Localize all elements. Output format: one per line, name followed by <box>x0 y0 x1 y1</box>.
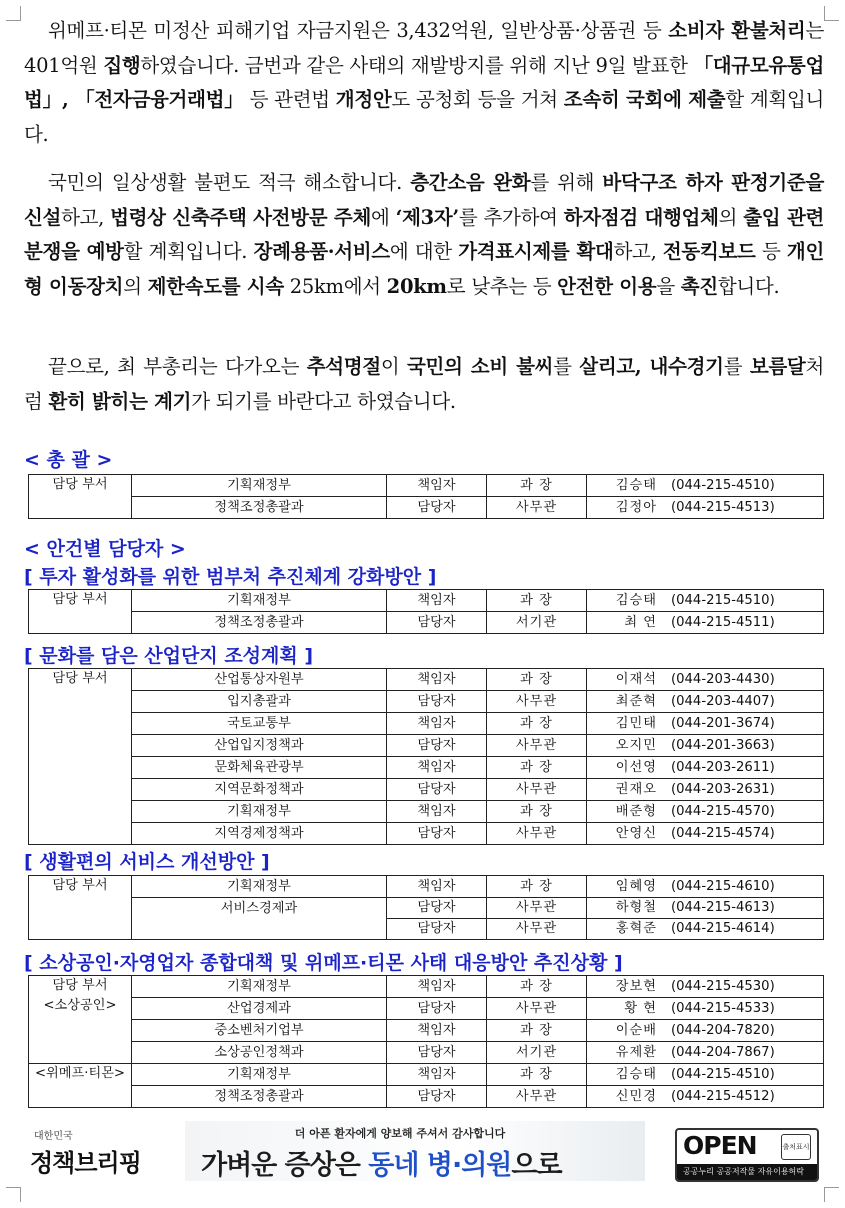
body-text: 를 <box>723 355 750 378</box>
position-cell: 과 장 <box>487 590 587 612</box>
contact-cell <box>587 1064 824 1086</box>
emphasis-text: 촉진 <box>680 274 718 298</box>
body-text: 할 계획입니다. <box>24 88 825 146</box>
logo-country-text: 대한민국 <box>34 1131 73 1142</box>
table-row <box>29 691 824 713</box>
role-cell: 책임자 <box>387 1064 487 1086</box>
contact-cell <box>587 735 824 757</box>
body-text: 는 401억원 <box>24 19 825 77</box>
dept-label: 담당 부서 <box>52 878 108 893</box>
table-row <box>29 757 824 779</box>
contact-phone[interactable]: (044-203-4430) <box>671 671 775 687</box>
position-cell: 사무관 <box>487 898 587 919</box>
emphasis-text: 살리고, 내수경기 <box>579 355 724 378</box>
contact-cell <box>587 823 824 845</box>
table-row <box>29 713 824 735</box>
table-row <box>29 823 824 845</box>
banner-headline-part-c: 으로 <box>511 1150 562 1181</box>
contact-phone[interactable]: (044-215-4614) <box>671 921 775 936</box>
body-text: 등 <box>755 240 787 264</box>
body-text: 이 <box>380 355 408 378</box>
emphasis-text: 출입 관련 분쟁을 예방 <box>24 205 825 264</box>
dept-label: 담당 부서 <box>52 477 108 492</box>
contact-phone[interactable]: (044-201-3663) <box>671 737 775 753</box>
contact-phone[interactable]: (044-215-4513) <box>671 499 775 515</box>
kogl-open-license-badge[interactable] <box>675 1128 819 1182</box>
contact-name: 김민태 <box>615 715 657 731</box>
position-cell: 서기관 <box>487 1042 587 1064</box>
org-cell: 기획재정부 <box>132 1064 387 1086</box>
org-cell: 지역문화정책과 <box>132 779 387 801</box>
dept-label: 담당 부서 <box>52 978 108 993</box>
body-text: 를 위해 <box>530 171 603 194</box>
emphasis-text: 환히 밝히는 계기 <box>48 389 192 413</box>
clinic-campaign-banner[interactable] <box>185 1121 645 1181</box>
table-row <box>29 779 824 801</box>
dept-cell <box>29 669 132 845</box>
table-row <box>29 497 824 519</box>
industrial-complex-section-title: [ 문화를 담은 산업단지 조성계획 ] <box>24 645 314 667</box>
org-cell: 기획재정부 <box>132 475 387 497</box>
role-cell: 담당자 <box>387 998 487 1020</box>
body-text: 처럼 <box>24 355 825 413</box>
body-text: 에 대한 <box>389 240 459 264</box>
position-cell: 과 장 <box>487 1020 587 1042</box>
table-row <box>29 876 824 898</box>
table-row <box>29 801 824 823</box>
emphasis-text: 제한속도를 시속 <box>147 274 284 298</box>
position-cell: 사무관 <box>487 823 587 845</box>
position-cell: 사무관 <box>487 919 587 940</box>
contact-phone[interactable]: (044-215-4510) <box>671 477 775 493</box>
contact-phone[interactable]: (044-215-4530) <box>671 978 775 994</box>
contact-cell <box>587 998 824 1020</box>
contact-cell <box>587 898 824 919</box>
table-row <box>29 612 824 634</box>
body-text: 하였습니다. 금번과 같은 사태의 재발방지를 위해 지난 9일 발표한 <box>140 53 694 77</box>
dept-cell <box>29 976 132 1064</box>
small-business-section-title: [ 소상공인·자영업자 종합대책 및 위메프·티몬 사태 대응방안 추진상황 ] <box>24 952 623 974</box>
emphasis-text: 개정안 <box>335 88 392 112</box>
position-cell: 과 장 <box>487 976 587 998</box>
paragraph-daily-life <box>24 166 824 304</box>
contact-cell <box>587 779 824 801</box>
overview-contact-table <box>28 474 824 519</box>
org-cell: 중소벤처기업부 <box>132 1020 387 1042</box>
policy-briefing-logo[interactable] <box>28 1125 148 1180</box>
role-cell: 담당자 <box>387 691 487 713</box>
emphasis-text: 장례용품·서비스 <box>253 240 390 264</box>
contact-phone[interactable]: (044-215-4613) <box>671 900 775 915</box>
org-cell: 국토교통부 <box>132 713 387 735</box>
position-cell: 과 장 <box>487 669 587 691</box>
contact-name: 황 현 <box>624 1000 657 1016</box>
contact-phone[interactable]: (044-215-4570) <box>671 803 775 819</box>
role-cell: 담당자 <box>387 612 487 634</box>
emphasis-text: 개인형 이동장치 <box>24 240 824 298</box>
table-row <box>29 1086 824 1108</box>
emphasis-text: 보름달 <box>749 355 806 378</box>
table-row <box>29 1020 824 1042</box>
contact-phone[interactable]: (044-204-7820) <box>671 1022 775 1038</box>
contact-phone[interactable]: (044-215-4574) <box>671 825 775 841</box>
body-text: 에 <box>371 205 396 229</box>
position-cell: 사무관 <box>487 779 587 801</box>
position-cell: 사무관 <box>487 735 587 757</box>
org-cell: 기획재정부 <box>132 876 387 898</box>
role-cell: 담당자 <box>387 898 487 919</box>
body-text: 하고, <box>613 240 663 264</box>
body-text: 로 낮추는 등 <box>446 274 558 298</box>
body-text: 국민의 일상생활 불편도 적극 해소합니다. <box>48 171 411 194</box>
paragraph-closing <box>24 350 824 419</box>
table-row <box>29 475 824 497</box>
org-cell: 산업경제과 <box>132 998 387 1020</box>
body-text: 를 <box>553 355 580 378</box>
contact-name: 이순배 <box>615 1022 657 1038</box>
contact-cell <box>587 976 824 998</box>
table-row <box>29 590 824 612</box>
emphasis-text: 국민의 소비 불씨 <box>407 355 554 378</box>
role-cell: 책임자 <box>387 1020 487 1042</box>
role-cell: 책임자 <box>387 475 487 497</box>
org-cell: 정책조정총괄과 <box>132 1086 387 1108</box>
table-row <box>29 898 824 919</box>
contact-cell <box>587 713 824 735</box>
contact-name: 이재석 <box>615 671 657 687</box>
contact-cell <box>587 1042 824 1064</box>
contact-name: 유제환 <box>615 1044 657 1060</box>
body-text: 도 공청회 등을 거쳐 <box>391 88 564 112</box>
contact-phone[interactable]: (044-201-3674) <box>671 715 775 731</box>
contact-name: 배준형 <box>615 803 657 819</box>
body-text: 을 <box>656 274 681 298</box>
contact-phone[interactable]: (044-203-2631) <box>671 781 775 797</box>
org-cell: 기획재정부 <box>132 801 387 823</box>
contact-name: 안영신 <box>615 825 657 841</box>
service-section-title: [ 생활편의 서비스 개선방안 ] <box>24 851 270 873</box>
contact-name: 최 연 <box>624 614 657 630</box>
contact-name: 임혜영 <box>615 878 657 894</box>
contact-name: 권재오 <box>615 781 657 797</box>
contact-cell <box>587 1086 824 1108</box>
contact-cell <box>587 475 824 497</box>
org-cell: 서비스경제과 <box>132 898 387 940</box>
by-item-heading: < 안건별 담당자 > <box>24 538 186 560</box>
position-cell: 사무관 <box>487 998 587 1020</box>
emphasis-text: 소비자 환불처리 <box>668 19 806 42</box>
position-cell: 과 장 <box>487 713 587 735</box>
table-row <box>29 1064 824 1086</box>
crop-mark-bottom-right <box>824 1187 839 1202</box>
contact-name: 홍혁준 <box>615 921 657 936</box>
attribution-person-icon: 출처표시 <box>781 1134 811 1160</box>
emphasis-text: 추석명절 <box>306 355 381 378</box>
emphasis-text: 법령상 신축주택 사전방문 주체 <box>110 205 371 229</box>
org-cell: 산업통상자원부 <box>132 669 387 691</box>
contact-cell <box>587 669 824 691</box>
role-cell: 책임자 <box>387 590 487 612</box>
role-cell: 담당자 <box>387 1042 487 1064</box>
contact-cell <box>587 757 824 779</box>
investment-section-title: [ 투자 활성화를 위한 범부처 추진체계 강화방안 ] <box>24 566 437 588</box>
investment-contact-table <box>28 589 824 634</box>
dept-cell <box>29 475 132 519</box>
position-cell: 사무관 <box>487 1086 587 1108</box>
position-cell: 과 장 <box>487 475 587 497</box>
emphasis-text: 「대규모유통업법」, 「전자금융거래법」 <box>24 53 824 112</box>
crop-mark-top-left <box>6 6 21 21</box>
position-cell: 과 장 <box>487 757 587 779</box>
contact-cell <box>587 497 824 519</box>
org-cell: 정책조정총괄과 <box>132 497 387 519</box>
role-cell: 책임자 <box>387 713 487 735</box>
role-cell: 책임자 <box>387 801 487 823</box>
body-text: 25km에서 <box>283 274 387 298</box>
position-cell: 사무관 <box>487 497 587 519</box>
contact-phone[interactable]: (044-215-4510) <box>671 592 775 608</box>
emphasis-text: 층간소음 완화 <box>410 171 531 194</box>
body-text: 하고, <box>61 205 111 229</box>
contact-phone[interactable]: (044-215-4610) <box>671 878 775 894</box>
table-row <box>29 1042 824 1064</box>
contact-phone[interactable]: (044-203-4407) <box>671 693 775 709</box>
contact-name: 최준혁 <box>615 693 657 709</box>
role-cell: 담당자 <box>387 919 487 940</box>
body-text: 가 되기를 바란다고 하였습니다. <box>191 389 456 413</box>
dept-cell <box>29 1064 132 1108</box>
contact-name: 김승태 <box>615 1066 657 1082</box>
banner-subtitle: 더 아픈 환자에게 양보해 주셔서 감사합니다 <box>294 1127 506 1140</box>
contact-name: 장보현 <box>615 978 657 994</box>
overview-heading: < 총 괄 > <box>24 449 113 471</box>
emphasis-text: 하자점검 대행업체 <box>563 205 719 229</box>
banner-headline-part-a: 가벼운 증상은 <box>201 1150 369 1181</box>
org-cell: 산업입지정책과 <box>132 735 387 757</box>
emphasis-text: 가격표시제를 확대 <box>458 240 614 264</box>
emphasis-text: 전동킥보드 <box>662 240 756 264</box>
role-cell: 책임자 <box>387 976 487 998</box>
table-row <box>29 976 824 998</box>
org-cell: 입지총괄과 <box>132 691 387 713</box>
position-cell: 사무관 <box>487 691 587 713</box>
emphasis-text: 20km <box>386 274 447 298</box>
body-text: 할 계획입니다. <box>123 240 254 264</box>
contact-cell <box>587 590 824 612</box>
role-cell: 담당자 <box>387 735 487 757</box>
small-business-contact-table <box>28 975 824 1108</box>
contact-phone[interactable]: (044-215-4511) <box>671 614 775 630</box>
banner-headline-highlight: 동네 병·의원 <box>368 1150 512 1181</box>
position-cell: 서기관 <box>487 612 587 634</box>
dept-label: <위메프·티몬> <box>35 1066 125 1081</box>
contact-name: 김정아 <box>615 499 657 515</box>
crop-mark-top-right <box>824 6 839 21</box>
open-license-caption: 공공누리 공공저작물 자유이용허락 <box>677 1164 817 1180</box>
emphasis-text: 조속히 국회에 제출 <box>563 88 726 112</box>
dept-label: 담당 부서 <box>52 592 108 607</box>
org-cell: 기획재정부 <box>132 976 387 998</box>
emphasis-text: 안전한 이용 <box>557 274 657 298</box>
contact-cell <box>587 919 824 940</box>
emphasis-text: ‘제3자’ <box>395 205 459 229</box>
contact-phone[interactable]: (044-203-2611) <box>671 759 775 775</box>
position-cell: 과 장 <box>487 1064 587 1086</box>
role-cell: 책임자 <box>387 669 487 691</box>
contact-name: 김승태 <box>615 592 657 608</box>
org-cell: 소상공인정책과 <box>132 1042 387 1064</box>
table-row <box>29 669 824 691</box>
position-cell: 과 장 <box>487 801 587 823</box>
role-cell: 담당자 <box>387 823 487 845</box>
emphasis-text: 바닥구조 하자 판정기준을 신설 <box>24 171 824 229</box>
contact-cell <box>587 612 824 634</box>
org-cell: 정책조정총괄과 <box>132 612 387 634</box>
body-text: 의 <box>718 205 744 229</box>
position-cell: 과 장 <box>487 876 587 898</box>
body-text: 의 <box>123 274 148 298</box>
dept-label: 담당 부서 <box>52 671 108 686</box>
org-cell: 기획재정부 <box>132 590 387 612</box>
body-text: 등 관련법 <box>243 88 336 112</box>
crop-mark-bottom-left <box>6 1187 21 1202</box>
org-cell: 문화체육관광부 <box>132 757 387 779</box>
body-text: 위메프·티몬 미정산 피해기업 자금지원은 3,432억원, 일반상품·상품권 등 <box>48 19 669 42</box>
dept-cell <box>29 876 132 940</box>
contact-phone[interactable]: (044-215-4510) <box>671 1066 775 1082</box>
industrial-complex-contact-table <box>28 668 824 845</box>
contact-cell <box>587 1020 824 1042</box>
contact-name: 오지민 <box>615 737 657 753</box>
table-row <box>29 998 824 1020</box>
banner-headline <box>201 1143 562 1181</box>
contact-name: 하형철 <box>615 900 657 915</box>
open-word: OPEN <box>683 1131 757 1160</box>
contact-name: 신민경 <box>615 1088 657 1104</box>
body-text: 를 추가하여 <box>458 205 564 229</box>
contact-phone[interactable]: (044-215-4533) <box>671 1000 775 1016</box>
contact-phone[interactable]: (044-204-7867) <box>671 1044 775 1060</box>
role-cell: 담당자 <box>387 497 487 519</box>
contact-phone[interactable]: (044-215-4512) <box>671 1088 775 1104</box>
role-cell: 담당자 <box>387 1086 487 1108</box>
contact-name: 이선영 <box>615 759 657 775</box>
logo-title-text: 정책브리핑 <box>30 1149 141 1177</box>
dept-cell <box>29 590 132 634</box>
contact-cell <box>587 691 824 713</box>
role-cell: 책임자 <box>387 757 487 779</box>
paragraph-refund-status <box>24 14 824 152</box>
table-row <box>29 735 824 757</box>
contact-name: 김승태 <box>615 477 657 493</box>
org-cell: 지역경제정책과 <box>132 823 387 845</box>
body-text: 끝으로, 최 부총리는 다가오는 <box>48 355 307 378</box>
dept-label: <소상공인> <box>43 998 117 1013</box>
service-contact-table <box>28 875 824 940</box>
body-text: 합니다. <box>717 274 780 298</box>
role-cell: 책임자 <box>387 876 487 898</box>
contact-cell <box>587 801 824 823</box>
role-cell: 담당자 <box>387 779 487 801</box>
contact-cell <box>587 876 824 898</box>
emphasis-text: 집행 <box>103 53 141 77</box>
